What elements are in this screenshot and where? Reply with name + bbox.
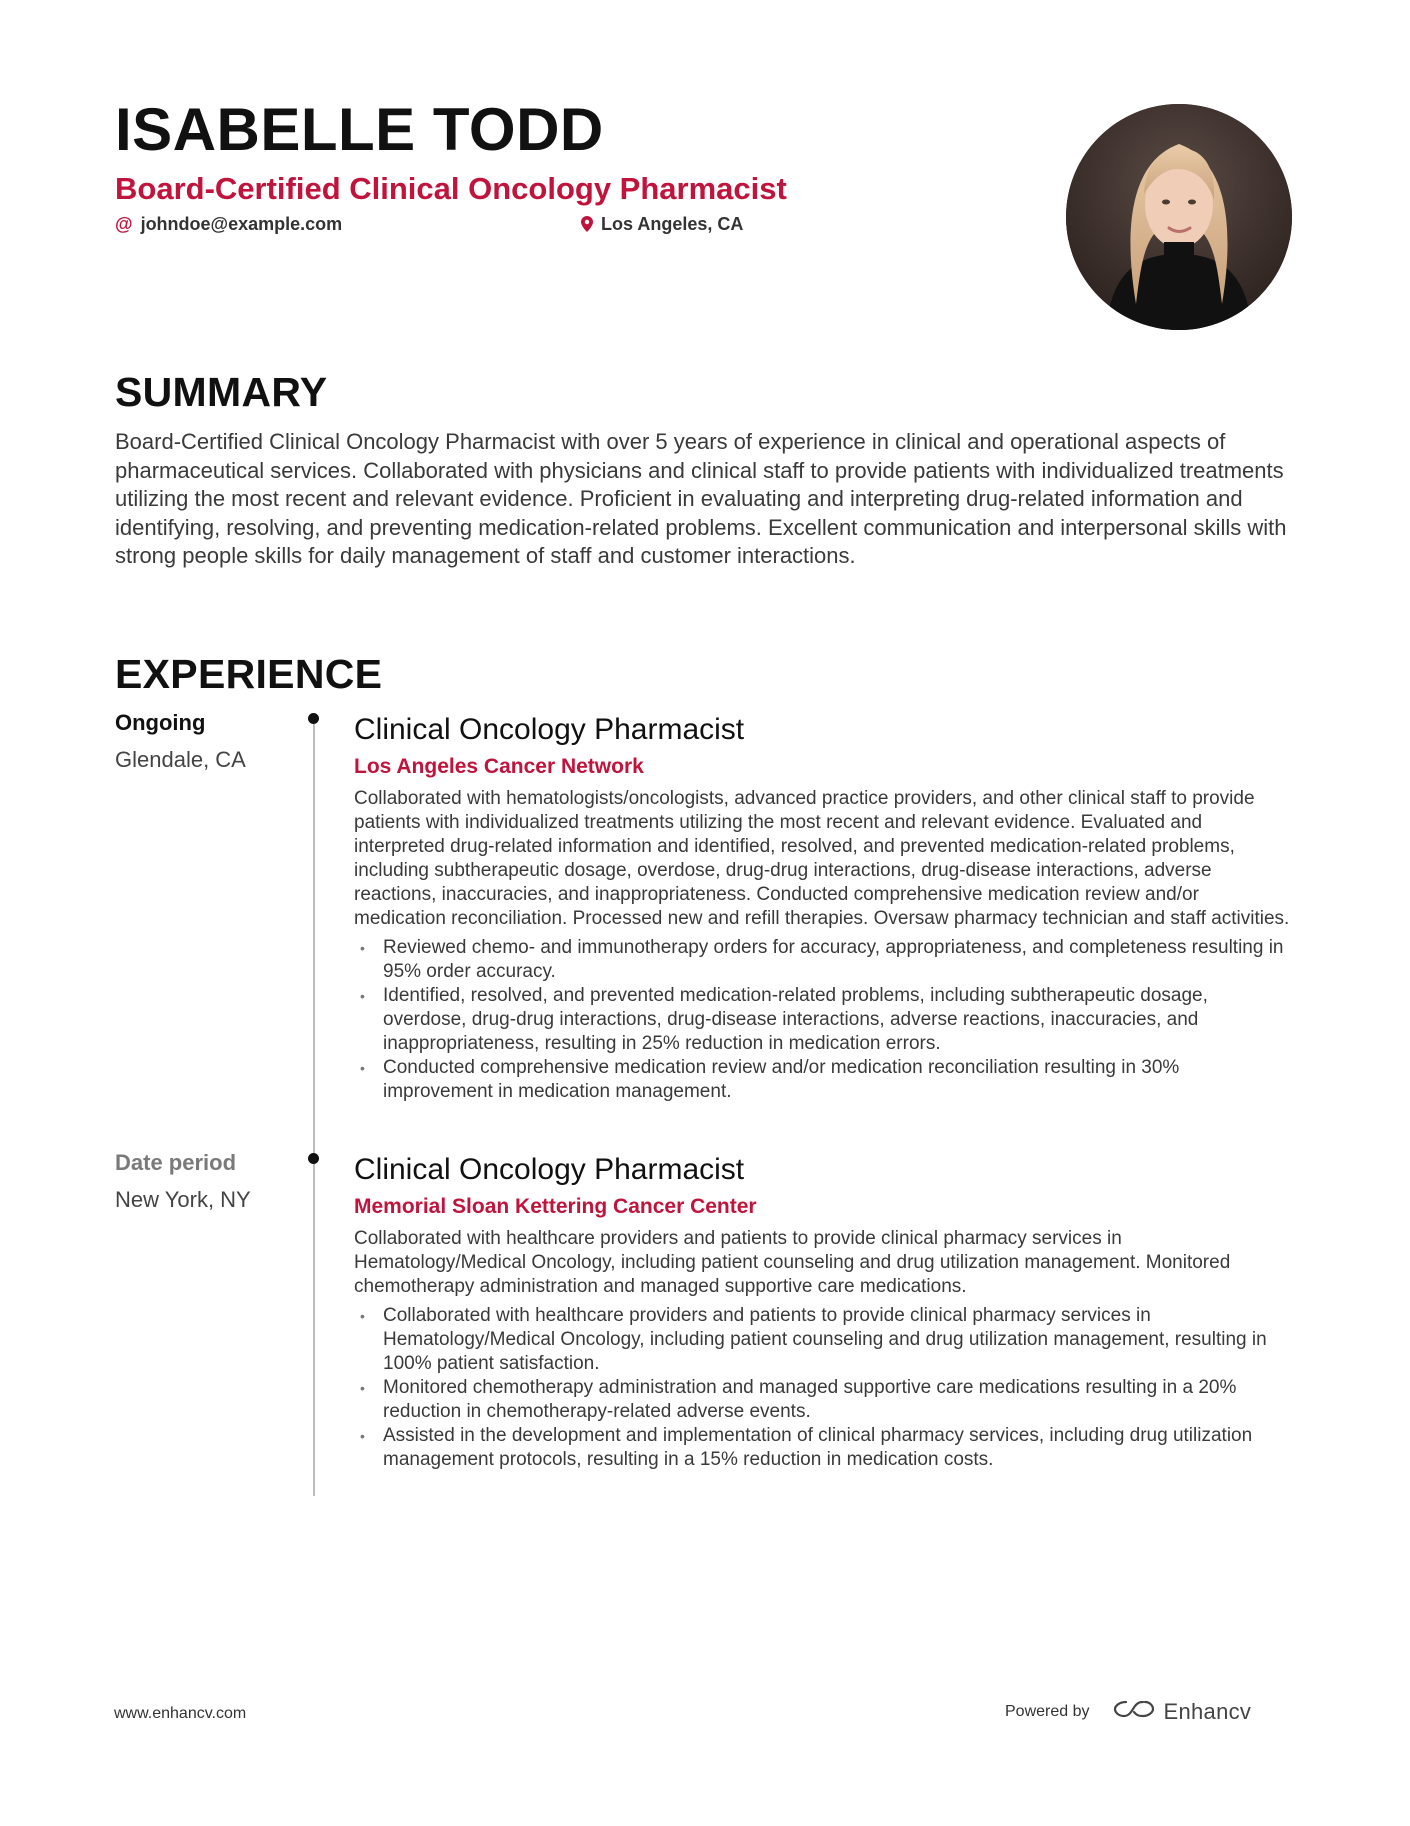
job-bullet: • Identified, resolved, and prevented medication-related problems, including subtherapeutic dosage, overdose, drug-drug interactions, drug-disease interactions, adverse reactions, inaccuracies, and inappropriateness, resulting in 25% reduction in medication errors. <box>354 984 1294 1056</box>
job-bullets <box>354 1304 1294 1472</box>
timeline-dot <box>308 1153 319 1164</box>
job-title: Clinical Oncology Pharmacist <box>354 713 745 746</box>
candidate-name: ISABELLE TODD <box>115 96 604 163</box>
job-bullet: • Collaborated with healthcare providers and patients to provide clinical pharmacy services in Hematology/Medical Oncology, including patient counseling and drug utilization management, resulting in 100% patient satisfaction. <box>354 1304 1294 1376</box>
job-entry <box>354 1153 1294 1472</box>
job-description: Collaborated with healthcare providers and patients to provide clinical pharmacy services in Hematology/Medical Oncology, including patient counseling and drug utilization management. Monitored chemotherapy administration and managed supportive care medications. <box>354 1228 1231 1298</box>
job-bullet: • Conducted comprehensive medication review and/or medication reconciliation resulting in 30% improvement in medication management. <box>354 1056 1294 1104</box>
job-location: New York, NY <box>115 1187 251 1212</box>
location-text: Los Angeles, CA <box>601 214 744 234</box>
summary-text: Board-Certified Clinical Oncology Pharmacist with over 5 years of experience in clinical and operational aspects of pharmaceutical services. Collaborated with physicians and clinical staff to provide patients with individualized treatments utilizing the most recent and relevant evidence. Proficient in evaluating and interpreting drug-related information and identifying, resolving, and preventing medication-related problems. Excellent communication and interpersonal skills with strong people skills for daily management of staff and customer interactions. <box>115 429 1287 568</box>
job-entry <box>354 713 1294 1104</box>
at-icon: @ <box>115 214 133 234</box>
email-text: johndoe@example.com <box>140 214 343 234</box>
job-bullets <box>354 936 1294 1104</box>
experience-heading: EXPERIENCE <box>115 651 383 697</box>
enhancv-brand[interactable] <box>1112 1698 1252 1726</box>
job-date: Ongoing <box>115 710 206 735</box>
contact-location <box>581 215 743 233</box>
job-date: Date period <box>115 1150 237 1175</box>
map-pin-icon <box>581 216 593 232</box>
job-location: Glendale, CA <box>115 747 246 772</box>
summary-heading: SUMMARY <box>115 369 328 415</box>
enhancv-logo-icon <box>1112 1698 1156 1726</box>
timeline-dot <box>308 713 319 724</box>
footer-website[interactable]: www.enhancv.com <box>114 1705 247 1722</box>
candidate-headline: Board-Certified Clinical Oncology Pharmacist <box>115 171 787 206</box>
job-company: Memorial Sloan Kettering Cancer Center <box>354 1195 757 1218</box>
footer-branding <box>1005 1698 1251 1726</box>
job-title: Clinical Oncology Pharmacist <box>354 1153 745 1186</box>
brand-name: Enhancv <box>1163 1699 1252 1724</box>
timeline-line <box>313 724 315 1496</box>
job-bullet: • Reviewed chemo- and immunotherapy orders for accuracy, appropriateness, and completeness resulting in 95% order accuracy. <box>354 936 1294 984</box>
job-company: Los Angeles Cancer Network <box>354 755 644 778</box>
job-bullet: • Assisted in the development and implementation of clinical pharmacy services, including drug utilization management protocols, resulting in a 15% reduction in medication costs. <box>354 1424 1294 1472</box>
job-bullet: • Monitored chemotherapy administration and managed supportive care medications resulting in a 20% reduction in chemotherapy-related adverse events. <box>354 1376 1294 1424</box>
profile-photo <box>1066 104 1292 330</box>
powered-by-label: Powered by <box>1005 1703 1090 1720</box>
job-description: Collaborated with hematologists/oncologists, advanced practice providers, and other clinical staff to provide patients with individualized treatments utilizing the most recent and relevant evidence. Evaluated and interpreted drug-related information and identified, resolved, and prevented medication-related problems, including subtherapeutic dosage, overdose, drug-drug interactions, drug-disease interactions, adverse reactions, inaccuracies, and inappropriateness. Conducted comprehensive medication review and/or medication reconciliation. Processed new and refill therapies. Oversaw pharmacy technician and staff activities. <box>354 788 1290 930</box>
contact-email[interactable] <box>115 215 342 233</box>
